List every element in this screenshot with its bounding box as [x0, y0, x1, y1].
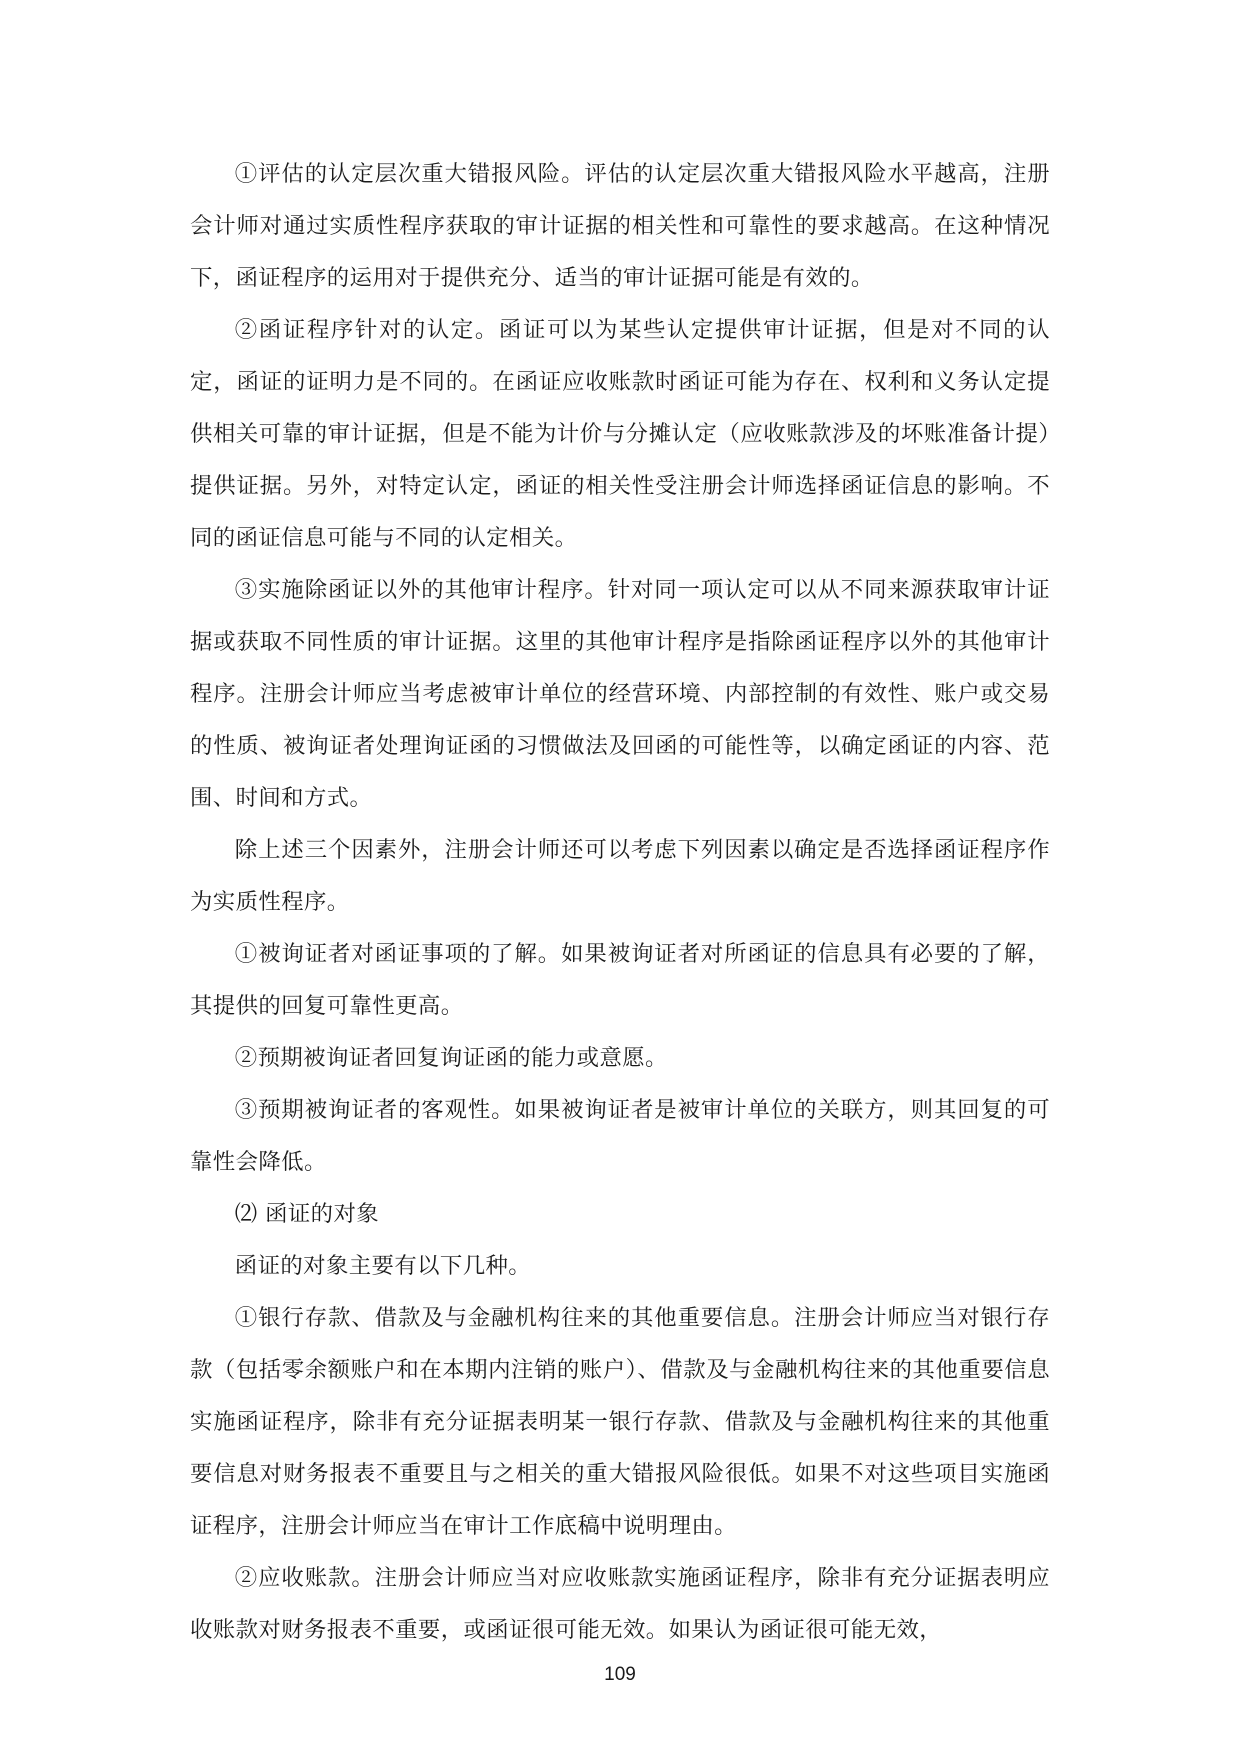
paragraph-targeted-assertion: ②函证程序针对的认定。函证可以为某些认定提供审计证据，但是对不同的认定，函证的证明力是不同的。在函证应收账款时函证可能为存在、权利和义务认定提供相关可靠的审计证据，但是不能为计价与分摊认定（应收账款涉及的坏账准备计提）提供证据。另外，对特定认定，函证的相关性受注册会计师选择函证信息的影响。不同的函证信息可能与不同的认定相关。: [190, 317, 1050, 551]
paragraph-respondent-ability: ②预期被询证者回复询证函的能力或意愿。: [234, 1045, 668, 1071]
page-number: 109: [604, 1664, 636, 1685]
paragraph-additional-factors: 除上述三个因素外，注册会计师还可以考虑下列因素以确定是否选择函证程序作为实质性程序。: [190, 837, 1050, 915]
section-heading-confirmation-objects: ⑵ 函证的对象: [234, 1201, 380, 1227]
paragraph-accounts-receivable: ②应收账款。注册会计师应当对应收账款实施函证程序，除非有充分证据表明应收账款对财务报表不重要，或函证很可能无效。如果认为函证很可能无效，: [190, 1565, 1050, 1643]
paragraph-assessed-risk: ①评估的认定层次重大错报风险。评估的认定层次重大错报风险水平越高，注册会计师对通过实质性程序获取的审计证据的相关性和可靠性的要求越高。在这种情况下，函证程序的运用对于提供充分、适当的审计证据可能是有效的。: [190, 161, 1050, 291]
paragraph-objects-intro: 函证的对象主要有以下几种。: [234, 1253, 532, 1279]
paragraph-bank-deposits: ①银行存款、借款及与金融机构往来的其他重要信息。注册会计师应当对银行存款（包括零余额账户和在本期内注销的账户）、借款及与金融机构往来的其他重要信息实施函证程序，除非有充分证据表明某一银行存款、借款及与金融机构往来的其他重要信息对财务报表不重要且与之相关的重大错报风险很低。如果不对这些项目实施函证程序，注册会计师应当在审计工作底稿中说明理由。: [190, 1305, 1050, 1539]
paragraph-respondent-knowledge: ①被询证者对函证事项的了解。如果被询证者对所函证的信息具有必要的了解，其提供的回复可靠性更高。: [190, 941, 1050, 1019]
paragraph-other-procedures: ③实施除函证以外的其他审计程序。针对同一项认定可以从不同来源获取审计证据或获取不同性质的审计证据。这里的其他审计程序是指除函证程序以外的其他审计程序。注册会计师应当考虑被审计单位的经营环境、内部控制的有效性、账户或交易的性质、被询证者处理询证函的习惯做法及回函的可能性等，以确定函证的内容、范围、时间和方式。: [190, 577, 1050, 811]
paragraph-respondent-objectivity: ③预期被询证者的客观性。如果被询证者是被审计单位的关联方，则其回复的可靠性会降低。: [190, 1097, 1050, 1175]
page-body: [190, 148, 1050, 1656]
